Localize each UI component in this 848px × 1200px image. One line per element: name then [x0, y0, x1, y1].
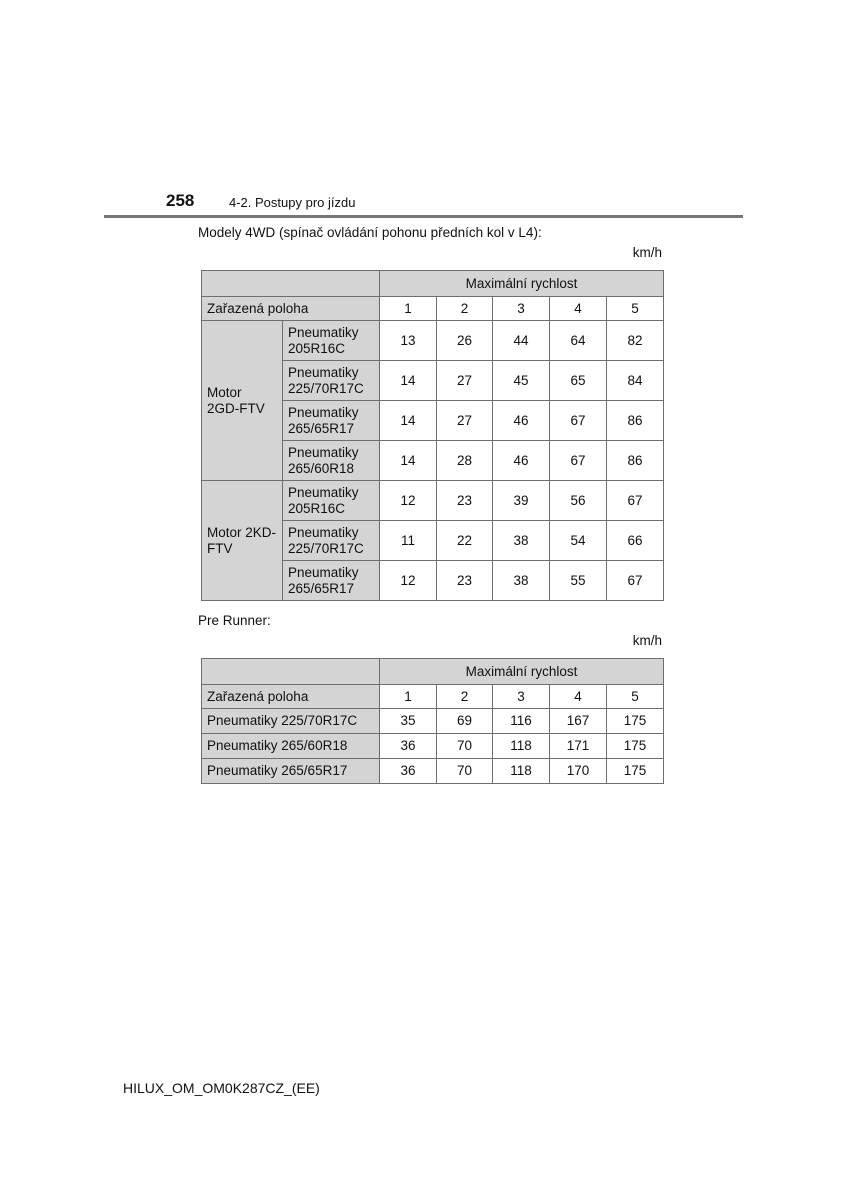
speed-value: 12	[380, 561, 437, 601]
gear-number: 1	[380, 685, 437, 709]
engine-label: Motor 2KD-FTV	[202, 481, 283, 601]
tire-label: Pneumatiky 265/65R17	[283, 561, 380, 601]
gear-number: 3	[493, 685, 550, 709]
speed-value: 23	[437, 561, 493, 601]
section-title: 4-2. Postupy pro jízdu	[229, 195, 356, 210]
gear-number: 3	[493, 297, 550, 321]
header-rule	[104, 215, 743, 218]
gear-label: Zařazená poloha	[202, 297, 380, 321]
speed-value: 86	[607, 441, 664, 481]
speed-value: 54	[550, 521, 607, 561]
tire-label: Pneumatiky 225/70R17C	[202, 709, 380, 734]
gear-number: 4	[550, 297, 607, 321]
tire-label: Pneumatiky 265/65R17	[283, 401, 380, 441]
speed-value: 67	[550, 441, 607, 481]
speed-value: 46	[493, 441, 550, 481]
speed-table-4wd	[201, 270, 664, 601]
document-code: HILUX_OM_OM0K287CZ_(EE)	[123, 1080, 320, 1096]
gear-number: 1	[380, 297, 437, 321]
gear-label: Zařazená poloha	[202, 685, 380, 709]
tire-label: Pneumatiky 225/70R17C	[283, 521, 380, 561]
speed-value: 39	[493, 481, 550, 521]
speed-value: 65	[550, 361, 607, 401]
speed-value: 118	[493, 759, 550, 784]
speed-value: 69	[437, 709, 493, 734]
speed-value: 36	[380, 734, 437, 759]
speed-value: 66	[607, 521, 664, 561]
speed-value: 167	[550, 709, 607, 734]
table-header-row	[202, 659, 664, 685]
table-row	[202, 481, 664, 521]
speed-value: 67	[550, 401, 607, 441]
speed-value: 14	[380, 441, 437, 481]
speed-value: 175	[607, 709, 664, 734]
table-4wd-caption: Modely 4WD (spínač ovládání pohonu předních kol v L4):	[198, 225, 542, 240]
speed-value: 67	[607, 481, 664, 521]
speed-value: 11	[380, 521, 437, 561]
table-row	[202, 759, 664, 784]
tire-label: Pneumatiky 205R16C	[283, 481, 380, 521]
speed-value: 44	[493, 321, 550, 361]
gear-number: 4	[550, 685, 607, 709]
speed-value: 13	[380, 321, 437, 361]
tire-label: Pneumatiky 265/60R18	[283, 441, 380, 481]
speed-value: 56	[550, 481, 607, 521]
speed-value: 35	[380, 709, 437, 734]
speed-value: 70	[437, 734, 493, 759]
table-prerunner-caption: Pre Runner:	[198, 613, 271, 628]
speed-value: 175	[607, 734, 664, 759]
tire-label: Pneumatiky 225/70R17C	[283, 361, 380, 401]
header-corner-cell	[202, 271, 380, 297]
speed-value: 70	[437, 759, 493, 784]
speed-value: 84	[607, 361, 664, 401]
speed-value: 28	[437, 441, 493, 481]
page-number: 258	[166, 191, 195, 210]
gear-number: 2	[437, 297, 493, 321]
header-corner-cell	[202, 659, 380, 685]
speed-value: 170	[550, 759, 607, 784]
speed-value: 46	[493, 401, 550, 441]
gear-number: 2	[437, 685, 493, 709]
table-header-row	[202, 271, 664, 297]
tire-label: Pneumatiky 205R16C	[283, 321, 380, 361]
gear-number: 5	[607, 297, 664, 321]
speed-value: 67	[607, 561, 664, 601]
speed-value: 171	[550, 734, 607, 759]
table-row	[202, 321, 664, 361]
speed-value: 14	[380, 401, 437, 441]
speed-value: 118	[493, 734, 550, 759]
table-row	[202, 709, 664, 734]
speed-value: 38	[493, 561, 550, 601]
gear-row	[202, 685, 664, 709]
tire-label: Pneumatiky 265/65R17	[202, 759, 380, 784]
tire-label: Pneumatiky 265/60R18	[202, 734, 380, 759]
gear-number: 5	[607, 685, 664, 709]
speed-value: 38	[493, 521, 550, 561]
gear-row	[202, 297, 664, 321]
speed-value: 26	[437, 321, 493, 361]
speed-value: 14	[380, 361, 437, 401]
speed-value: 12	[380, 481, 437, 521]
table-prerunner-unit: km/h	[632, 633, 662, 648]
table-4wd-unit: km/h	[632, 245, 662, 260]
speed-value: 82	[607, 321, 664, 361]
max-speed-header: Maximální rychlost	[380, 659, 664, 685]
engine-label: Motor 2GD-FTV	[202, 321, 283, 481]
speed-value: 22	[437, 521, 493, 561]
speed-value: 27	[437, 401, 493, 441]
speed-value: 116	[493, 709, 550, 734]
speed-value: 86	[607, 401, 664, 441]
speed-value: 36	[380, 759, 437, 784]
max-speed-header: Maximální rychlost	[380, 271, 664, 297]
speed-value: 55	[550, 561, 607, 601]
speed-value: 175	[607, 759, 664, 784]
speed-value: 45	[493, 361, 550, 401]
speed-value: 23	[437, 481, 493, 521]
table-row	[202, 734, 664, 759]
speed-value: 27	[437, 361, 493, 401]
speed-table-prerunner	[201, 658, 664, 784]
speed-value: 64	[550, 321, 607, 361]
